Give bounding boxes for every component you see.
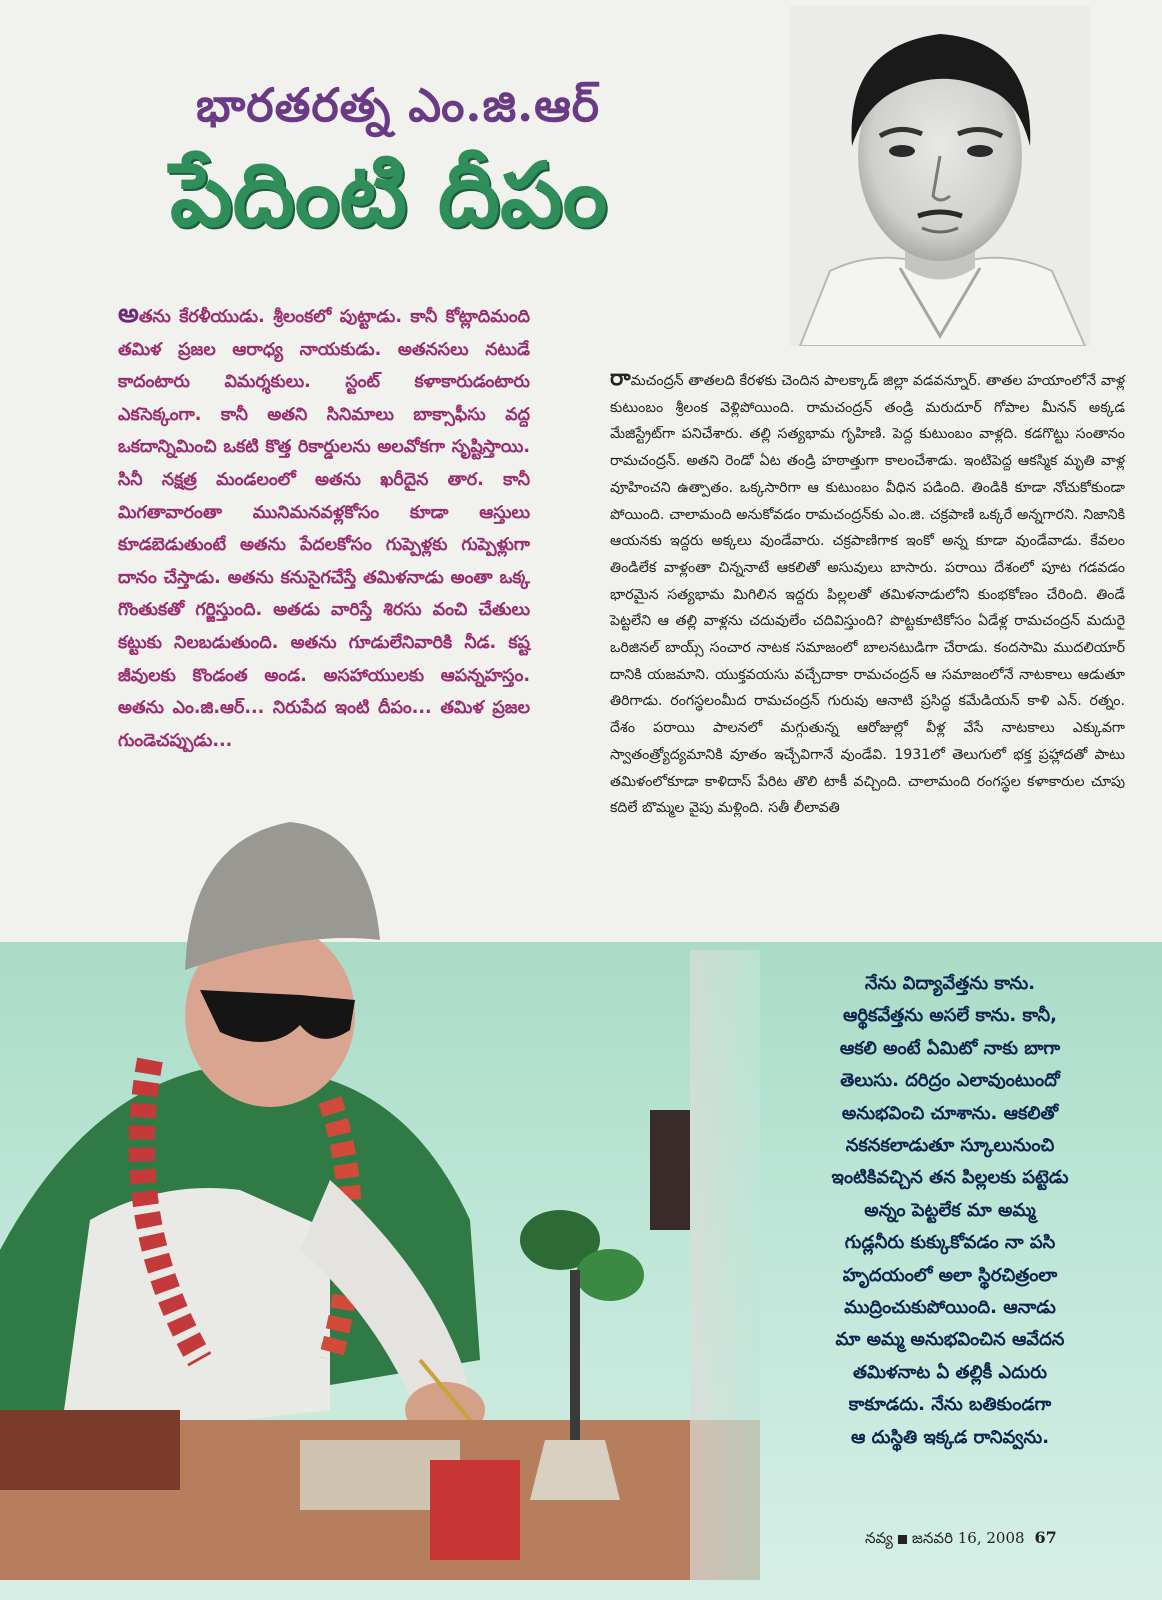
article-body bbox=[610, 366, 1125, 822]
quote-line: హృదయంలో అలా స్థిరచిత్రంలా bbox=[842, 1264, 1058, 1286]
quote-line: నకనకలాడుతూ స్కూలునుంచి bbox=[845, 1135, 1055, 1157]
quote-line: అనుభవించి చూశాను. ఆకలితో bbox=[841, 1102, 1059, 1124]
intro-text: తను కేరళీయుడు. శ్రీలంకలో పుట్టాడు. కానీ కోట్లాదిమంది తమిళ ప్రజల ఆరాధ్య నాయకుడు. అతనసలు నటుడే కాదంటారు విమర్శకులు. స్టంట్ కళాకారుడంటారు ఎకసెక్కంగా. కానీ అతని సినిమాలు బాక్సాఫీసు వద్ద ఒకదాన్నిమించి ఒకటి కొత్త రికార్డులను అలవోకగా సృష్టిస్తాయి. సినీ నక్షత్ర మండలంలో అతను ఖరీదైన తార. కానీ మిగతావారంతా మునిమనవళ్లకోసం కూడా ఆస్తులు కూడబెడుతుంటే అతను పేదలకోసం గుప్పెళ్లకు గుప్పెళ్లుగా దానం చేస్తాడు. అతను కనుసైగచేస్తే తమిళనాడు అంతా ఒక్క గొంతుకతో గర్జిస్తుంది. అతడు వారిస్తే శిరసు వంచి చేతులు కట్టుకు నిలబడుతుంది. అతను గూడులేనివారికి నీడ. కష్ట జీవులకు కొండంత అండ. అసహాయులకు ఆపన్నహస్తం. అతను ఎం.జి.ఆర్... నిరుపేద ఇంటి దీపం... తమిళ ప్రజల గుండెచప్పుడు... bbox=[118, 307, 530, 751]
page-title: పేదింటి దీపం bbox=[170, 142, 608, 246]
square-bullet-icon bbox=[898, 1535, 907, 1544]
quote-line: ఆ దుస్థితి ఇక్కడ రానివ్వను. bbox=[850, 1426, 1050, 1448]
quote-line: అన్నం పెట్టలేక మా అమ్మ bbox=[864, 1199, 1036, 1221]
quote-line: గుడ్లనీరు కుక్కుకోవడం నా పసి bbox=[844, 1232, 1056, 1254]
pull-quote bbox=[776, 968, 1124, 1454]
quote-line: ఆకలి అంటే ఏమిటో నాకు బాగా bbox=[839, 1037, 1061, 1059]
quote-line: తమిళనాట ఏ తల్లికీ ఎదురు bbox=[852, 1361, 1048, 1383]
quote-line: మా అమ్మ అనుభవించిన ఆవేదన bbox=[835, 1329, 1065, 1351]
quote-line: తెలుసు. దరిద్రం ఎలావుంటుందో bbox=[840, 1070, 1060, 1092]
page-number: 67 bbox=[1034, 1528, 1057, 1547]
quote-line: ఆర్థికవేత్తను అసలే కాను. కానీ, bbox=[843, 1005, 1057, 1027]
intro-paragraph bbox=[118, 298, 530, 757]
issue-date: జనవరి 16, 2008 bbox=[911, 1529, 1025, 1547]
quote-line: ఇంటికివచ్చిన తన పిల్లలకు పట్టెడు bbox=[831, 1167, 1069, 1189]
quote-line: కాకూడదు. నేను బతికుండగా bbox=[848, 1394, 1052, 1416]
publication-name: నవ్య bbox=[865, 1529, 893, 1547]
photo-image bbox=[0, 800, 760, 1580]
body-dropcap: రా bbox=[610, 366, 631, 391]
quote-line: ముద్రించుకుపోయింది. ఆనాడు bbox=[844, 1297, 1056, 1319]
quote-line: నేను విద్యావేత్తను కాను. bbox=[864, 973, 1036, 994]
page-footer bbox=[865, 1528, 1057, 1551]
portrait-image bbox=[790, 6, 1090, 346]
intro-dropcap: అ bbox=[118, 299, 139, 329]
kicker-title: భారతరత్న ఎం.జి.ఆర్ bbox=[196, 78, 601, 132]
body-text: మచంద్రన్ తాతలది కేరళకు చెందిన పాలక్కాడ్ జిల్లా వడవన్నూర్. తాతల హయాంలోనే వాళ్ల కుటుంబం శ్రీలంక వెళ్లిపోయింది. రామచంద్రన్ తండ్రి మరుదూర్ గోపాల మీనన్ అక్కడ మేజిస్ట్రేట్‌గా పనిచేశారు. తల్లి సత్యభామ గృహిణి. పెద్ద కుటుంబం వాళ్లది. కడగొట్టు సంతానం రామచంద్రన్. అతని రెండో ఏట తండ్రి హఠాత్తుగా కాలంచేశాడు. ఇంటిపెద్ద ఆకస్మిక మృతి వాళ్ల వూహించని ఉత్పాతం. ఒక్కసారిగా ఆ కుటుంబం వీధిన పడింది. తిండికి కూడా నోచుకోకుండా పోయింది. చాలామంది అనుకోవడం రామచంద్రన్‌కు ఎం.జి. చక్రపాణి ఒక్కరే అన్నగారని. నిజానికి ఆయనకు ఇద్దరు అక్కలు వుండేవారు. చక్రపాణిగాక ఇంకో అన్న కూడా వుండేవాడు. కేవలం తిండిలేక వాళ్లంతా చిన్ననాటే ఆకలితో అసువులు బాసారు. పరాయి దేశంలో పూట గడవడం భారమైన సత్యభామ మిగిలిన ఇద్దరు పిల్లలతో తమిళనాడులోని కుంభకోణం చేరింది. తిండే పెట్టలేని ఆ తల్లి వాళ్లను చదువులేం చదివిస్తుంది? పొట్టకూటికోసం ఏడేళ్ల రామచంద్రన్ మదురై ఒరిజినల్ బాయ్స్ సంచార నాటక సమాజంలో బాలనటుడిగా చేరాడు. కందసామి ముదలియార్ దానికి యజమాని. యుక్తవయసు వచ్చేదాకా రామచంద్రన్ ఆ సమాజంలోనే నాటకాలు ఆడుతూ తిరిగాడు. రంగస్థలంమీద రామచంద్రన్ గురువు ఆనాటి ప్రసిద్ధ కమేడియన్ కాళి ఎన్. రత్నం. దేశం పరాయి పాలనలో మగ్గుతున్న ఆరోజుల్లో వీళ్ల వేసే నాటకాలు ఎక్కువగా స్వాతంత్ర్యోద్యమానికి వూతం ఇచ్చేవిగానే వుండేవి. 1931లో తెలుగులో భక్త ప్రహ్లాదతో పాటు తమిళంలోకూడా కాళిదాస్ పేరిట తొలి టాకీ వచ్చింది. చాలామంది రంగస్థల కళాకారుల చూపు కదిలే బొమ్మల వైపు మళ్లింది. సతీ లీలావతి bbox=[610, 373, 1125, 817]
